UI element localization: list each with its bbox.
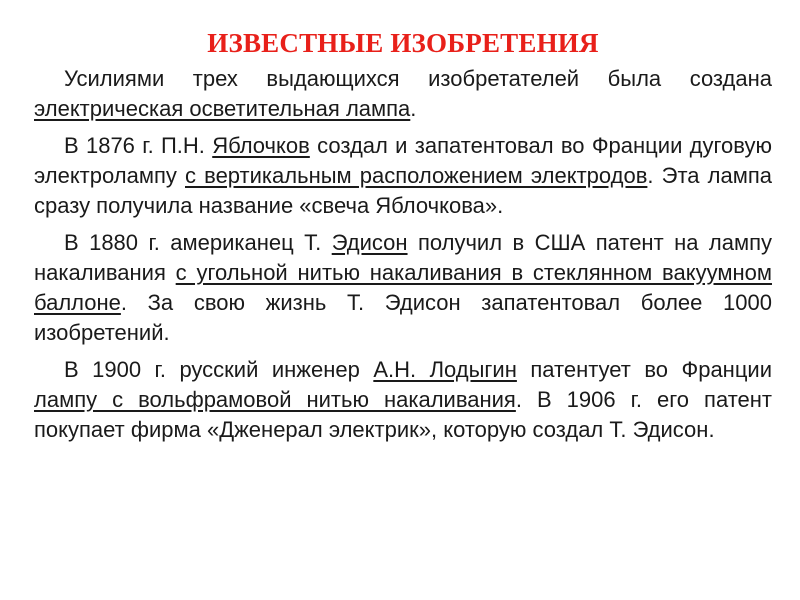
underlined-text-span: Эдисон — [331, 230, 408, 255]
underlined-text-span: электрическая осветительная лампа — [34, 96, 411, 121]
paragraph-lodygin — [34, 355, 772, 445]
text-span: Усилиями трех выдающихся изобретателей была создана — [64, 66, 772, 91]
underlined-text-span: Яблочков — [212, 133, 310, 158]
underlined-text-span: с угольной нитью накаливания в стеклянном вакуумном баллоне — [34, 260, 772, 315]
text-span: патентует во Франции — [516, 357, 773, 382]
text-span: В 1900 г. русский инженер — [64, 357, 374, 382]
text-span: В 1880 г. американец Т. — [64, 230, 332, 255]
text-span: получил в США патент на лампу накаливания — [34, 230, 772, 285]
paragraph-edison — [34, 228, 772, 348]
text-span: . В 1906 г. его патент покупает фирма «Дженерал электрик», которую создал Т. Эдисон. — [34, 387, 772, 442]
underlined-text-span: лампу с вольфрамовой нитью накаливания — [34, 387, 516, 412]
underlined-text-span: А.Н. Лодыгин — [373, 357, 517, 382]
text-span: создал и запатентовал во Франции дуговую электролампу — [34, 133, 772, 188]
text-span: . За свою жизнь Т. Эдисон запатентовал более 1000 изобретений. — [34, 290, 772, 345]
paragraph-yablochkov — [34, 131, 772, 221]
slide-title: ИЗВЕСТНЫЕ ИЗОБРЕТЕНИЯ — [207, 28, 599, 58]
underlined-text-span: с вертикальным расположением электродов — [185, 163, 648, 188]
text-span: . — [410, 96, 417, 121]
text-span: В 1876 г. П.Н. — [64, 133, 213, 158]
text-span: . Эта лампа сразу получила название «свеча Яблочкова». — [34, 163, 772, 218]
paragraph-intro — [34, 64, 772, 124]
